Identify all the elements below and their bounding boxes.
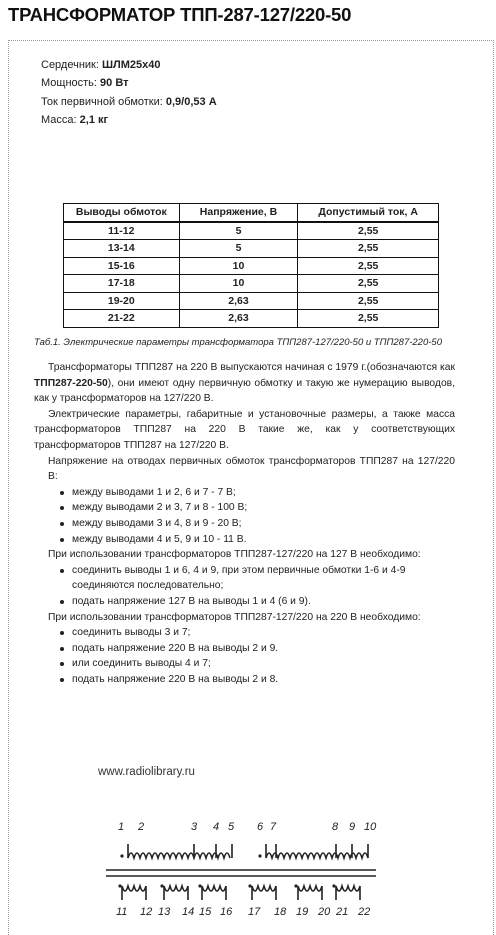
spec-core [41,56,217,74]
cell-pins: 17-18 [64,275,180,293]
cell-current: 2,55 [298,310,439,328]
pin-label: 20 [318,906,331,918]
list-127v [34,563,455,610]
cell-voltage: 5 [179,240,298,258]
table-row [64,222,439,240]
cell-voltage: 10 [179,257,298,275]
cell-pins: 21-22 [64,310,180,328]
pin-label: 21 [336,906,349,918]
spec-power [41,74,217,92]
pin-label: 15 [199,906,212,918]
column-header-current: Допустимый ток, А [298,204,439,222]
spec-label: Сердечник: [41,59,102,71]
cell-voltage: 5 [179,222,298,240]
primary-winding-left [120,844,232,858]
pin-label: 6 [257,821,264,833]
pin-label: 22 [358,906,371,918]
cell-current: 2,55 [298,240,439,258]
pin-label: 17 [248,906,261,918]
cell-pins: 11-12 [64,222,180,240]
cell-pins: 13-14 [64,240,180,258]
secondary-windings [118,884,360,900]
pin-label: 18 [274,906,287,918]
paragraph-220v: При использовании трансформаторов ТПП287-127/220 на 220 В необходимо: [48,611,421,623]
pin-label: 5 [228,821,235,833]
cell-pins: 15-16 [64,257,180,275]
model-name: ТПП287-220-50 [34,377,108,389]
pin-label: 13 [158,906,171,918]
pin-label: 12 [140,906,153,918]
list-item: между выводами 4 и 5, 9 и 10 - 11 В. [72,532,455,548]
winding-schematic [100,814,390,924]
cell-voltage: 2,63 [179,310,298,328]
watermark: www.radiolibrary.ru [98,766,195,778]
column-header-voltage: Напряжение, В [179,204,298,222]
spec-label: Ток первичной обмотки: [41,95,166,108]
table-row [64,257,439,275]
table-row [64,275,439,293]
page-title: ТРАНСФОРМАТОР ТПП-287-127/220-50 [8,4,352,25]
article-body [34,360,455,687]
paragraph-taps: Напряжение на отводах первичных обмоток трансформаторов ТПП287 на 127/220 В: [48,455,455,483]
pin-label: 9 [349,821,356,833]
paragraph-parameters: Электрические параметры, габаритные и установочные размеры, а также масса трансформаторов ТПП287 на 220 В такие же, как у соответствующих трансформаторов ТПП287 на 127/220 В. [34,408,455,451]
specs-block [41,56,217,130]
list-item: или соединить выводы 4 и 7; [72,656,455,672]
spec-value: 90 Вт [100,77,129,90]
table-header-row [64,204,439,222]
spec-label: Масса: [41,114,80,127]
text-run: Трансформаторы ТПП287 на 220 В выпускаются начиная с 1979 г.(обозначаются как [48,362,455,373]
cell-pins: 19-20 [64,292,180,310]
cell-voltage: 10 [179,275,298,293]
column-header-pins: Выводы обмоток [64,204,180,222]
table-caption: Таб.1. Электрические параметры трансформатора ТПП287-127/220-50 и ТПП287-220-50 [34,337,442,348]
cell-current: 2,55 [298,275,439,293]
list-item: соединить выводы 1 и 6, 4 и 9, при этом первичные обмотки 1-6 и 4-9 соединяются последовательно; [72,563,455,594]
spec-current [41,93,217,111]
table-row [64,240,439,258]
spec-mass [41,111,217,129]
transformer-core [106,870,376,876]
list-220v [34,625,455,687]
pin-label: 19 [296,906,309,918]
list-item: подать напряжение 220 В на выводы 2 и 8. [72,672,455,688]
spec-value: 0,9/0,53 А [165,95,217,108]
cell-voltage: 2,63 [179,292,298,310]
cell-current: 2,55 [298,222,439,240]
pin-label: 3 [191,821,198,833]
list-item: между выводами 2 и 3, 7 и 8 - 100 В; [72,500,455,516]
spec-value: 2,1 кг [79,114,109,127]
cell-current: 2,55 [298,292,439,310]
pin-label: 11 [116,906,128,918]
parameters-table [63,203,439,328]
taps-list [34,485,455,547]
pin-label: 8 [332,821,339,833]
pin-label: 10 [364,821,377,833]
cell-current: 2,55 [298,257,439,275]
table-row [64,310,439,328]
table-row [64,292,439,310]
text-run: ), они имеют одну первичную обмотку и такую же нумерацию выводов, как у трансформаторов на 127/220 В. [34,377,455,405]
list-item: подать напряжение 220 В на выводы 2 и 9. [72,641,455,657]
paragraph-intro [34,360,455,407]
pin-label: 4 [213,821,220,833]
list-item: между выводами 3 и 4, 8 и 9 - 20 В; [72,516,455,532]
list-item: соединить выводы 3 и 7; [72,625,455,641]
list-item: между выводами 1 и 2, 6 и 7 - 7 В; [72,485,455,501]
primary-winding-right [258,844,368,858]
pin-label: 7 [270,821,277,833]
pin-label: 16 [220,906,233,918]
list-item: подать напряжение 127 В на выводы 1 и 4 (6 и 9). [72,594,455,610]
spec-value: ШЛМ25х40 [101,59,161,71]
paragraph-127v: При использовании трансформаторов ТПП287-127/220 на 127 В необходимо: [48,549,421,561]
pin-label: 14 [182,906,195,918]
spec-label: Мощность: [41,77,101,90]
pin-label: 1 [118,821,125,833]
pin-label: 2 [138,821,145,833]
